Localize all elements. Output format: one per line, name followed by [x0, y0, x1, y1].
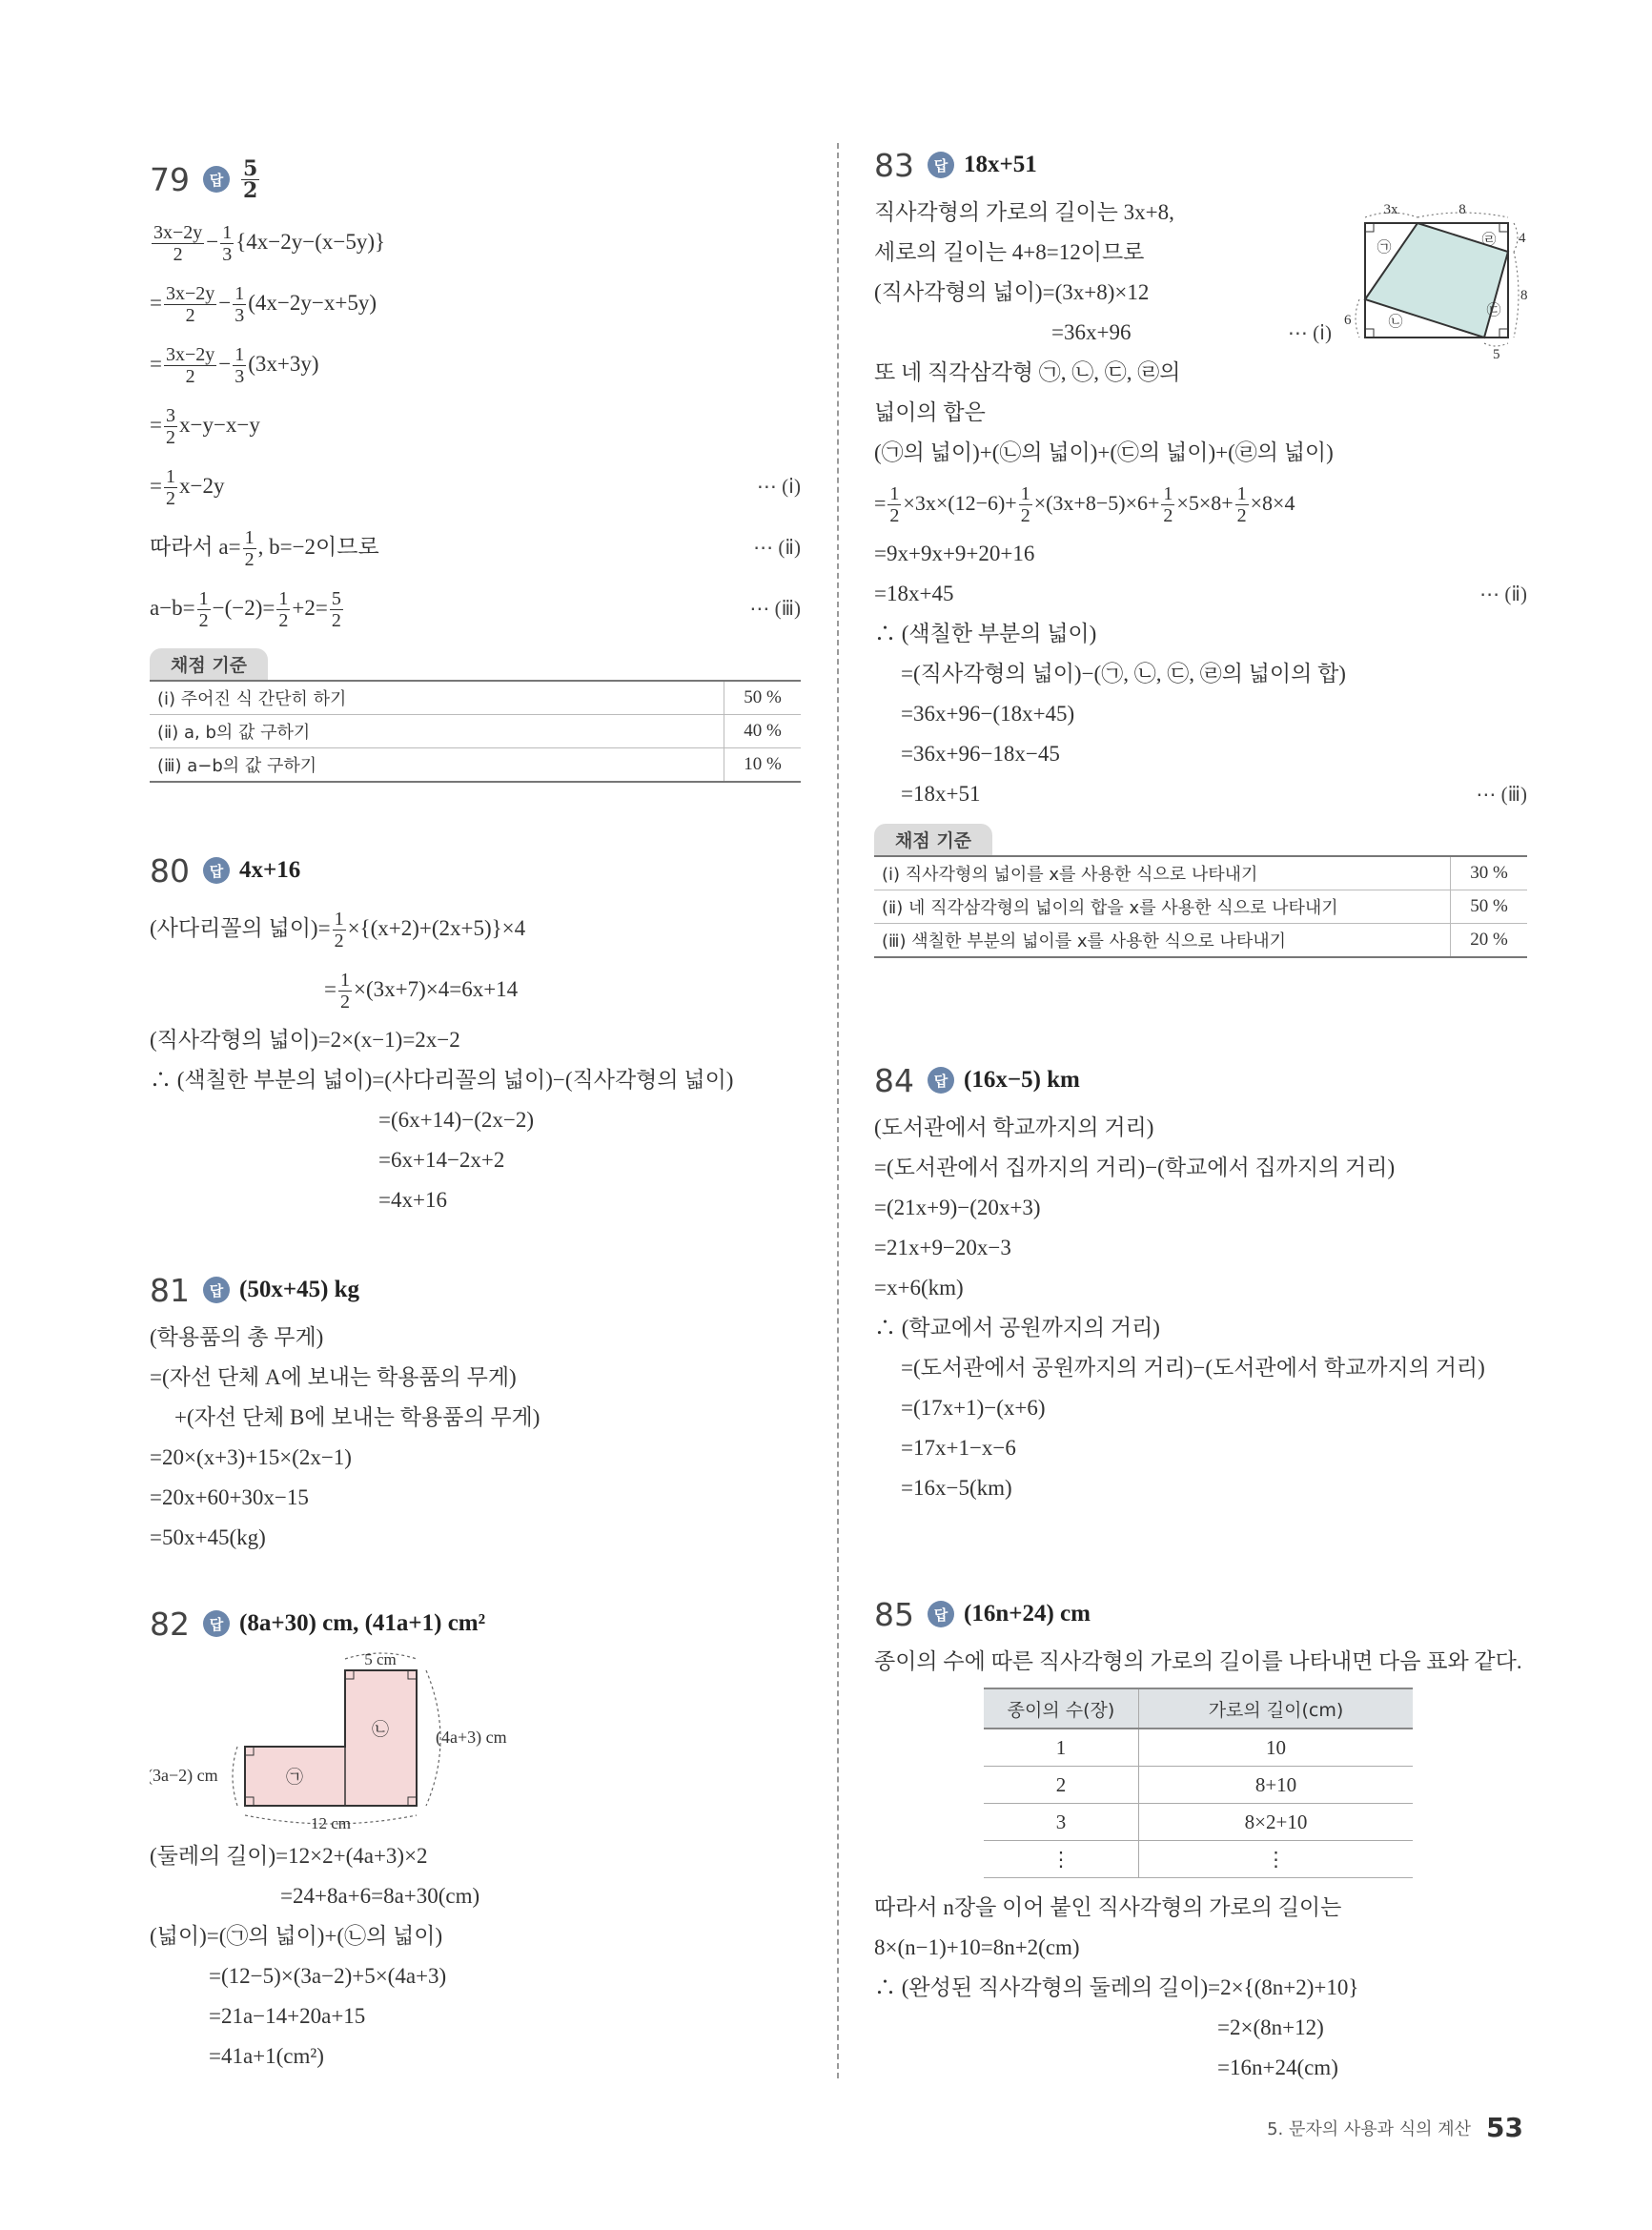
solution-line: =(자선 단체 A에 보내는 학용품의 무게): [150, 1365, 517, 1389]
solution-line: =2×(8n+12): [1217, 2015, 1324, 2039]
solution-line: (사다리꼴의 넓이)= $\frac{1}{2}$ ×{(x+2)+(2x+5)}×4: [150, 909, 526, 952]
solution-line: 따라서 n장을 이어 붙인 직사각형의 가로의 길이는: [874, 1895, 1342, 1919]
solution-line: 세로의 길이는 4+8=12이므로: [874, 240, 1145, 264]
problem-83: [874, 143, 1527, 958]
table-row: 3 8×2+10: [984, 1804, 1413, 1841]
answer: 18x+51: [964, 152, 1037, 177]
answer-badge: 답: [203, 1277, 230, 1303]
problem-82: [150, 1602, 801, 2077]
solution-line: =(6x+14)−(2x−2): [378, 1108, 535, 1132]
table-row: 2 8+10: [984, 1767, 1413, 1804]
solution-line: ∴ (색칠한 부분의 넓이): [874, 622, 1097, 645]
step-tag: ⋯ (ⅱ): [753, 536, 801, 559]
solution-line: =17x+1−x−6: [901, 1436, 1016, 1460]
l-shape-figure: [150, 1651, 801, 1832]
solution-line: = $\frac{1}{2}$ ×(3x+7)×4=6x+14: [324, 970, 519, 1013]
problem-number: 82: [150, 1605, 190, 1643]
solution-line: =4x+16: [378, 1188, 447, 1212]
table-row: 1 10: [984, 1729, 1413, 1767]
triangle-mark: ㉡: [1388, 315, 1403, 330]
solution-line: (직사각형의 넓이)=(3x+8)×12: [874, 280, 1150, 304]
solution-line: ∴ (학교에서 공원까지의 거리): [874, 1316, 1160, 1340]
chapter-title: 5. 문자의 사용과 식의 계산: [1267, 2118, 1472, 2139]
answer-badge: 답: [203, 166, 230, 193]
solution-line: =41a+1(cm²): [209, 2044, 324, 2068]
solution-line: =9x+9x+9+20+16: [874, 542, 1035, 565]
answer-fraction: $\frac{5}{2}$: [243, 155, 258, 203]
answer: (16x−5) km: [964, 1067, 1080, 1093]
problem-79: [150, 153, 801, 783]
solution-line: (학용품의 총 무게): [150, 1325, 324, 1349]
solution-line: =21a−14+20a+15: [209, 2004, 366, 2028]
solution-line: a−b= $\frac{1}{2}$ −(−2)= $\frac{1}{2}$ +2= $\frac{5}{2}$ ⋯ (ⅲ): [150, 578, 801, 639]
solution-line: = $\frac{3}{2}$ x−y−x−y: [150, 405, 260, 449]
answer: (16n+24) cm: [964, 1601, 1091, 1626]
solution-line: 넓이의 합은: [874, 400, 986, 424]
answer-badge: 답: [928, 152, 954, 178]
solution-line: =20x+60+30x−15: [150, 1485, 309, 1509]
step-tag: ⋯ (ⅰ): [1287, 321, 1332, 344]
label-8-top: 8: [1458, 202, 1466, 217]
solution-line: =36x+96−18x−45: [901, 742, 1060, 766]
label-left: (3a−2) cm: [150, 1766, 218, 1785]
problem-85: [874, 1592, 1527, 2088]
solution-line: =36x+96−(18x+45): [901, 702, 1075, 726]
solution-line: ∴ (색칠한 부분의 넓이)=(사다리꼴의 넓이)−(직사각형의 넓이): [150, 1068, 734, 1092]
page-footer: [1267, 2112, 1523, 2143]
label-right: (4a+3) cm: [436, 1728, 507, 1747]
answer-badge: 답: [203, 857, 230, 884]
answer-badge: 답: [928, 1601, 954, 1627]
region-mark: ㉡: [372, 1720, 389, 1739]
solution-line: =16x−5(km): [901, 1476, 1012, 1500]
solution-line: =x+6(km): [874, 1276, 964, 1299]
paper-width-table: 종이의 수(장) 가로의 길이(cm) 1 10 2 8+10 3 8×2+10 ⋮ ⋮: [984, 1688, 1413, 1878]
solution-line: = $\frac{3x-2y}{2}$ − $\frac{1}{3}$ (3x+3y): [150, 344, 319, 388]
problem-80: [150, 849, 801, 1220]
triangle-mark: ㉢: [1486, 303, 1501, 318]
step-tag: ⋯ (ⅲ): [1476, 783, 1527, 806]
solution-line: (도서관에서 학교까지의 거리): [874, 1115, 1154, 1139]
column-divider: [837, 143, 839, 2078]
solution-line: =(21x+9)−(20x+3): [874, 1196, 1041, 1219]
answer: 4x+16: [239, 857, 301, 883]
solution-line: =50x+45(kg): [150, 1525, 266, 1549]
solution-line: =20×(x+3)+15×(2x−1): [150, 1445, 352, 1469]
solution-line: =36x+96 ⋯ (ⅰ): [874, 313, 1332, 353]
answer: (50x+45) kg: [239, 1277, 360, 1302]
solution-line: =(17x+1)−(x+6): [901, 1396, 1046, 1420]
solution-line: =(직사각형의 넓이)−(㉠, ㉡, ㉢, ㉣의 넓이의 합): [901, 662, 1346, 685]
solution-line: (둘레의 길이)=12×2+(4a+3)×2: [150, 1844, 428, 1868]
step-tag: ⋯ (ⅲ): [749, 597, 801, 620]
solution-line: 직사각형의 가로의 길이는 3x+8,: [874, 200, 1174, 224]
problem-number: 79: [150, 160, 190, 198]
answer-badge: 답: [203, 1610, 230, 1637]
intro-text: 종이의 수에 따른 직사각형의 가로의 길이를 나타내면 다음 표와 같다.: [874, 1649, 1522, 1673]
label-3x: 3x: [1383, 202, 1398, 217]
label-6: 6: [1344, 313, 1352, 328]
triangle-mark: ㉣: [1481, 233, 1497, 248]
problem-84: [874, 1058, 1527, 1508]
problem-number: 80: [150, 851, 190, 890]
solution-line: =(도서관에서 공원까지의 거리)−(도서관에서 학교까지의 거리): [901, 1356, 1485, 1380]
solution-line: +(자선 단체 B에 보내는 학용품의 무게): [174, 1405, 540, 1429]
step-tag: ⋯ (ⅱ): [1479, 583, 1527, 605]
solution-line: =18x+45 ⋯ (ⅱ): [874, 574, 1527, 614]
solution-line: 또 네 직각삼각형 ㉠, ㉡, ㉢, ㉣의: [874, 360, 1181, 384]
label-5: 5: [1493, 347, 1500, 360]
grading-criteria: 채점 기준 (ⅰ) 직사각형의 넓이를 x를 사용한 식으로 나타내기 30 % (ⅱ) 네 직각삼각형의 넓이의 합을 x를 사용한 식으로 나타내기 50 % (ⅲ) 색칠한 부분의 넓이를 x를 사용한 식으로 나타내기 20 %: [874, 824, 1527, 958]
grading-criteria: 채점 기준 (ⅰ) 주어진 식 간단히 하기 50 % (ⅱ) a, b의 값 구하기 40 % (ⅲ) a−b의 값 구하기 10 %: [150, 648, 801, 783]
step-tag: ⋯ (ⅰ): [756, 475, 801, 498]
solution-line: 8×(n−1)+10=8n+2(cm): [874, 1935, 1080, 1959]
problem-number: 83: [874, 146, 914, 184]
problem-number: 85: [874, 1595, 914, 1633]
solution-line: =21x+9−20x−3: [874, 1236, 1011, 1259]
answer: (8a+30) cm, (41a+1) cm²: [239, 1610, 486, 1636]
answer-badge: 답: [928, 1067, 954, 1094]
solution-line: =18x+51 ⋯ (ⅲ): [874, 774, 1527, 814]
label-8-right: 8: [1520, 288, 1527, 303]
solution-line: =6x+14−2x+2: [378, 1148, 505, 1172]
triangle-mark: ㉠: [1377, 240, 1392, 256]
solution-line: (직사각형의 넓이)=2×(x−1)=2x−2: [150, 1028, 460, 1052]
problem-number: 81: [150, 1271, 190, 1309]
table-row: ⋮ ⋮: [984, 1841, 1413, 1878]
solution-line: $\frac{3x-2y}{2}$ − $\frac{1}{3}$ {4x−2y−(x−5y)}: [153, 222, 386, 266]
label-12cm: 12 cm: [310, 1814, 352, 1832]
solution-line: =(도서관에서 집까지의 거리)−(학교에서 집까지의 거리): [874, 1156, 1396, 1179]
solution-line: 따라서 a= $\frac{1}{2}$ , b=−2이므로 ⋯ (ⅱ): [150, 517, 801, 578]
solution-line: = $\frac{1}{2}$ ×3x×(12−6)+ $\frac{1}{2}$ ×(3x+8−5)×6+ $\frac{1}{2}$ ×5×8+ $\frac{1}{2}$ ×8×4: [874, 483, 1295, 527]
label-4: 4: [1519, 231, 1526, 246]
problem-81: [150, 1268, 801, 1558]
solution-line: =(12−5)×(3a−2)+5×(4a+3): [209, 1964, 447, 1988]
problem-number: 84: [874, 1061, 914, 1099]
solution-line: = $\frac{1}{2}$ x−2y ⋯ (ⅰ): [150, 456, 801, 517]
label-5cm: 5 cm: [364, 1651, 397, 1668]
solution-line: (넓이)=(㉠의 넓이)+(㉡의 넓이): [150, 1924, 443, 1948]
solution-line: =24+8a+6=8a+30(cm): [280, 1884, 480, 1908]
page-number: 53: [1486, 2112, 1523, 2143]
solution-line: =16n+24(cm): [1217, 2056, 1338, 2079]
solution-line: = $\frac{3x-2y}{2}$ − $\frac{1}{3}$ (4x−2y−x+5y): [150, 283, 377, 327]
solution-line: ∴ (완성된 직사각형의 둘레의 길이)=2×{(8n+2)+10}: [874, 1975, 1359, 1999]
solution-line: (㉠의 넓이)+(㉡의 넓이)+(㉢의 넓이)+(㉣의 넓이): [874, 440, 1334, 464]
region-mark: ㉠: [286, 1768, 303, 1787]
